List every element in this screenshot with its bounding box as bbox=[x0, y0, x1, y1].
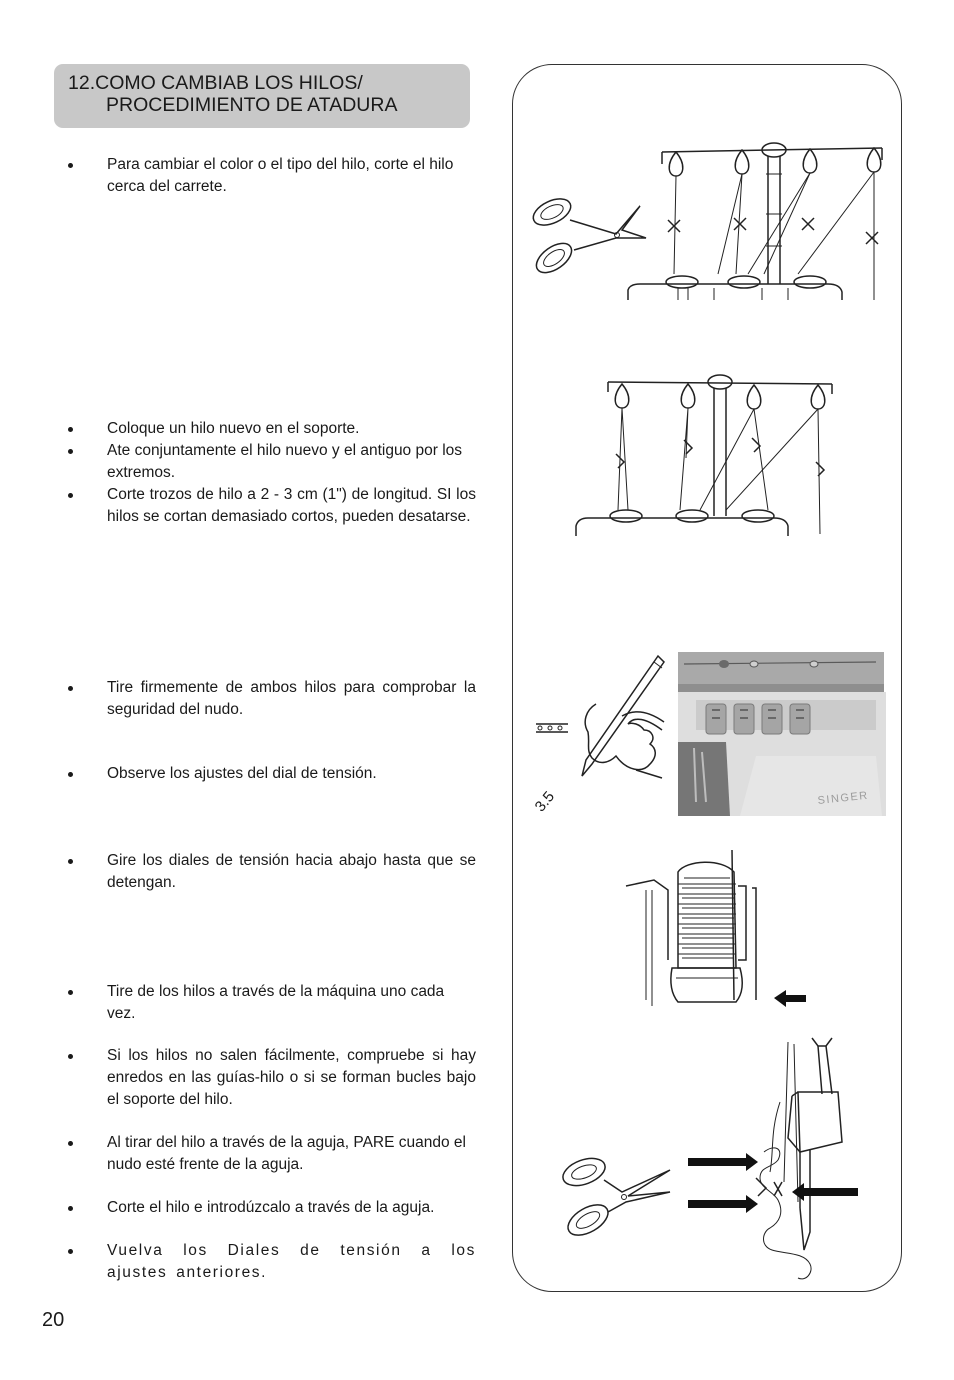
tension-dial-illustration bbox=[526, 652, 886, 818]
instruction-item: Corte el hilo e introdúzcalo a través de la aguja. bbox=[62, 1197, 476, 1219]
dial-turn-down-illustration bbox=[622, 850, 822, 1012]
instruction-item: Observe los ajustes del dial de tensión. bbox=[62, 763, 476, 785]
thread-stand-tied-illustration bbox=[568, 370, 838, 540]
instruction-item: Tire de los hilos a través de la máquina uno cada vez. bbox=[62, 981, 476, 1025]
instruction-group-tie bbox=[62, 418, 476, 528]
thread-stand bbox=[628, 143, 882, 300]
instruction-group-needle bbox=[62, 1132, 476, 1176]
section-title bbox=[54, 64, 470, 128]
scissors-icon bbox=[529, 194, 646, 279]
instruction-group-reset bbox=[62, 1240, 476, 1284]
instruction-group-pull bbox=[62, 981, 476, 1025]
instruction-item: Vuelva los Diales de tensión a los ajustes anteriores. bbox=[62, 1240, 476, 1284]
sewing-machine-photo bbox=[678, 652, 886, 816]
scissors-icon bbox=[559, 1153, 670, 1241]
instruction-group-check-knot bbox=[62, 677, 476, 721]
instruction-item: Al tirar del hilo a través de la aguja, PARE cuando el nudo esté frente de la aguja. bbox=[62, 1132, 476, 1176]
arrow-right-icon bbox=[688, 1195, 758, 1213]
dial-value-label: 3.5 bbox=[531, 788, 559, 816]
instruction-item: Gire los diales de tensión hacia abajo hasta que se detengan. bbox=[62, 850, 476, 894]
instruction-item: Tire firmemente de ambos hilos para comprobar la seguridad del nudo. bbox=[62, 677, 476, 721]
instruction-item: Para cambiar el color o el tipo del hilo, corte el hilo cerca del carrete. bbox=[62, 154, 476, 198]
arrow-right-icon bbox=[688, 1153, 758, 1171]
section-title-line-2: PROCEDIMIENTO DE ATADURA bbox=[106, 94, 398, 116]
instruction-group-tangles bbox=[62, 1045, 476, 1111]
arrow-left-icon bbox=[792, 1183, 858, 1201]
thread-stand-cut-illustration bbox=[518, 134, 896, 306]
instruction-group-dials bbox=[62, 763, 476, 785]
thread-stand bbox=[576, 375, 832, 536]
arrow-left-icon bbox=[774, 990, 806, 1007]
instruction-item: Si los hilos no salen fácilmente, compruebe si hay enredos en las guías-hilo o si se forman bucles bajo el soporte del hilo. bbox=[62, 1045, 476, 1111]
instruction-item: Ate conjuntamente el hilo nuevo y el antiguo por los extremos. bbox=[62, 440, 476, 484]
machine-brand-label: SINGER bbox=[817, 789, 870, 807]
section-title-line-1: 12.COMO CAMBIAB LOS HILOS/ bbox=[68, 72, 363, 94]
instruction-item: Corte trozos de hilo a 2 - 3 cm (1") de longitud. SI los hilos se cortan demasiado cortos, pueden desatarse. bbox=[62, 484, 476, 528]
instruction-group-turn-dials bbox=[62, 850, 476, 894]
needle-bar bbox=[756, 1038, 842, 1279]
page-number: 20 bbox=[42, 1309, 65, 1331]
instruction-item: Coloque un hilo nuevo en el soporte. bbox=[62, 418, 476, 440]
instruction-group-cut bbox=[62, 154, 476, 198]
needle-knot-cut-illustration bbox=[548, 1032, 864, 1284]
hand-writing-icon bbox=[532, 656, 664, 815]
instruction-group-cut-thread bbox=[62, 1197, 476, 1219]
